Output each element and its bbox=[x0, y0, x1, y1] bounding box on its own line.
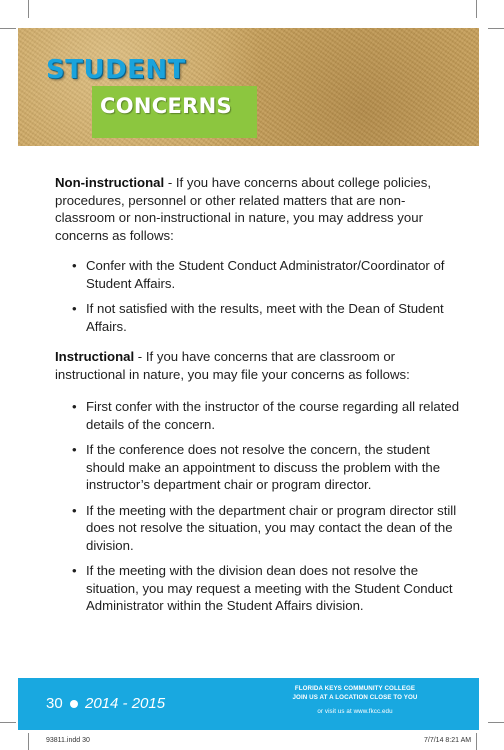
page-number: 30 bbox=[46, 695, 63, 712]
instructional-heading: Instructional bbox=[55, 349, 135, 364]
non-instructional-intro: - If you have concerns about college policies, procedures, personnel or other related matters that are non-classroom or non-instructional in nature, you may address your concerns as follows: bbox=[55, 175, 432, 243]
list-item: • If the conference does not resolve the concern, the student should make an appointment to discuss the problem with the instructor’s department chair or program director. bbox=[72, 441, 462, 494]
crop-mark bbox=[476, 0, 477, 18]
instructional-list bbox=[72, 398, 462, 623]
slug-timestamp: 7/7/14 8:21 AM bbox=[424, 737, 472, 744]
list-item: • If the meeting with the division dean does not resolve the situation, you may request a meeting with the Student Conduct Administrator within the Student Affairs division. bbox=[72, 562, 462, 615]
crop-mark bbox=[0, 722, 16, 723]
academic-years: 2014 - 2015 bbox=[85, 695, 166, 712]
list-item: • If not satisfied with the results, meet with the Dean of Student Affairs. bbox=[72, 300, 462, 335]
crop-mark bbox=[28, 0, 29, 18]
non-instructional-heading: Non-instructional bbox=[55, 175, 165, 190]
instructional-intro: - If you have concerns that are classroom or instructional in nature, you may file your concerns as follows: bbox=[55, 349, 410, 382]
footer-tagline: JOIN US AT A LOCATION CLOSE TO YOU bbox=[292, 694, 418, 701]
list-item: • Confer with the Student Conduct Administrator/Coordinator of Student Affairs. bbox=[72, 257, 462, 292]
title-concerns: CONCERNS bbox=[100, 94, 232, 118]
crop-mark bbox=[476, 733, 477, 750]
list-item: • If the meeting with the department chair or program director still does not resolve the situation, you may contact the dean of the division. bbox=[72, 502, 462, 555]
bullet-dot-icon bbox=[70, 700, 78, 708]
non-instructional-list bbox=[72, 257, 462, 343]
footer-website: or visit us at www.fkcc.edu bbox=[317, 708, 393, 715]
crop-mark bbox=[488, 722, 504, 723]
instructional-paragraph bbox=[55, 348, 455, 383]
slug-filename: 93811.indd 30 bbox=[46, 737, 90, 744]
crop-mark bbox=[488, 28, 504, 29]
footer-college-name: FLORIDA KEYS COMMUNITY COLLEGE bbox=[294, 685, 416, 692]
non-instructional-paragraph bbox=[55, 174, 455, 244]
crop-mark bbox=[28, 733, 29, 750]
title-student: STUDENT bbox=[46, 55, 186, 85]
list-item: • First confer with the instructor of the course regarding all related details of the concern. bbox=[72, 398, 462, 433]
crop-mark bbox=[0, 28, 16, 29]
